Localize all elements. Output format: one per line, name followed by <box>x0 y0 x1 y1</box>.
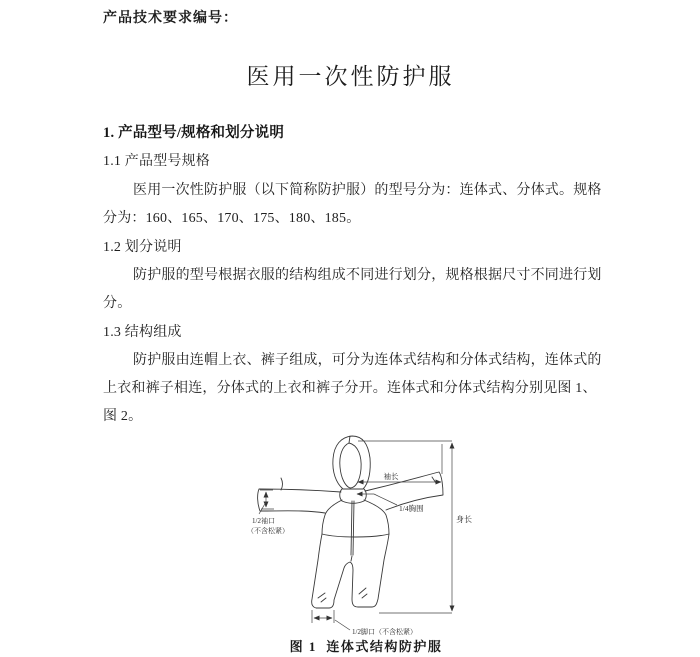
figure-1 <box>246 432 486 637</box>
paragraph-1-line-2: 分为：160、165、170、175、180、185。 <box>103 211 361 226</box>
label-quarter-chest: 1/4胸围 <box>399 504 424 513</box>
section-1-heading: 1. 产品型号/规格和划分说明 <box>103 125 285 141</box>
document-title: 医用一次性防护服 <box>246 64 455 89</box>
coverall-outline <box>258 436 443 608</box>
dimension-lines <box>259 441 452 630</box>
coverall-diagram <box>246 432 486 637</box>
label-sleeve-length: 袖长 <box>383 472 399 481</box>
label-body-length: 身长 <box>456 515 472 524</box>
section-1-2-heading: 1.2 划分说明 <box>103 240 182 255</box>
paragraph-3-line-1: 防护服由连帽上衣、裤子组成，可分为连体式结构和分体式结构，连体式的 <box>133 353 602 368</box>
paragraph-3-line-2: 上衣和裤子相连，分体式的上衣和裤子分开。连体式和分体式结构分别见图 1、 <box>103 381 597 396</box>
label-half-cuff-line1: 1/2袖口 <box>252 517 275 525</box>
paragraph-1-line-1: 医用一次性防护服（以下简称防护服）的型号分为：连体式、分体式。规格 <box>133 183 602 198</box>
figure-1-caption: 图 1 连体式结构防护服 <box>289 639 443 654</box>
section-1-1-heading: 1.1 产品型号规格 <box>103 154 210 169</box>
paragraph-2-line-1: 防护服的型号根据衣服的结构组成不同进行划分，规格根据尺寸不同进行划 <box>133 268 602 283</box>
paragraph-3-line-3: 图 2。 <box>103 409 143 424</box>
section-1-3-heading: 1.3 结构组成 <box>103 325 182 340</box>
document-number-label: 产品技术要求编号： <box>103 11 238 26</box>
label-half-cuff-line2: （不含松紧） <box>247 527 289 535</box>
paragraph-2-line-2: 分。 <box>103 296 132 311</box>
label-half-leg-opening: 1/2脚口（不含松紧） <box>352 628 417 636</box>
